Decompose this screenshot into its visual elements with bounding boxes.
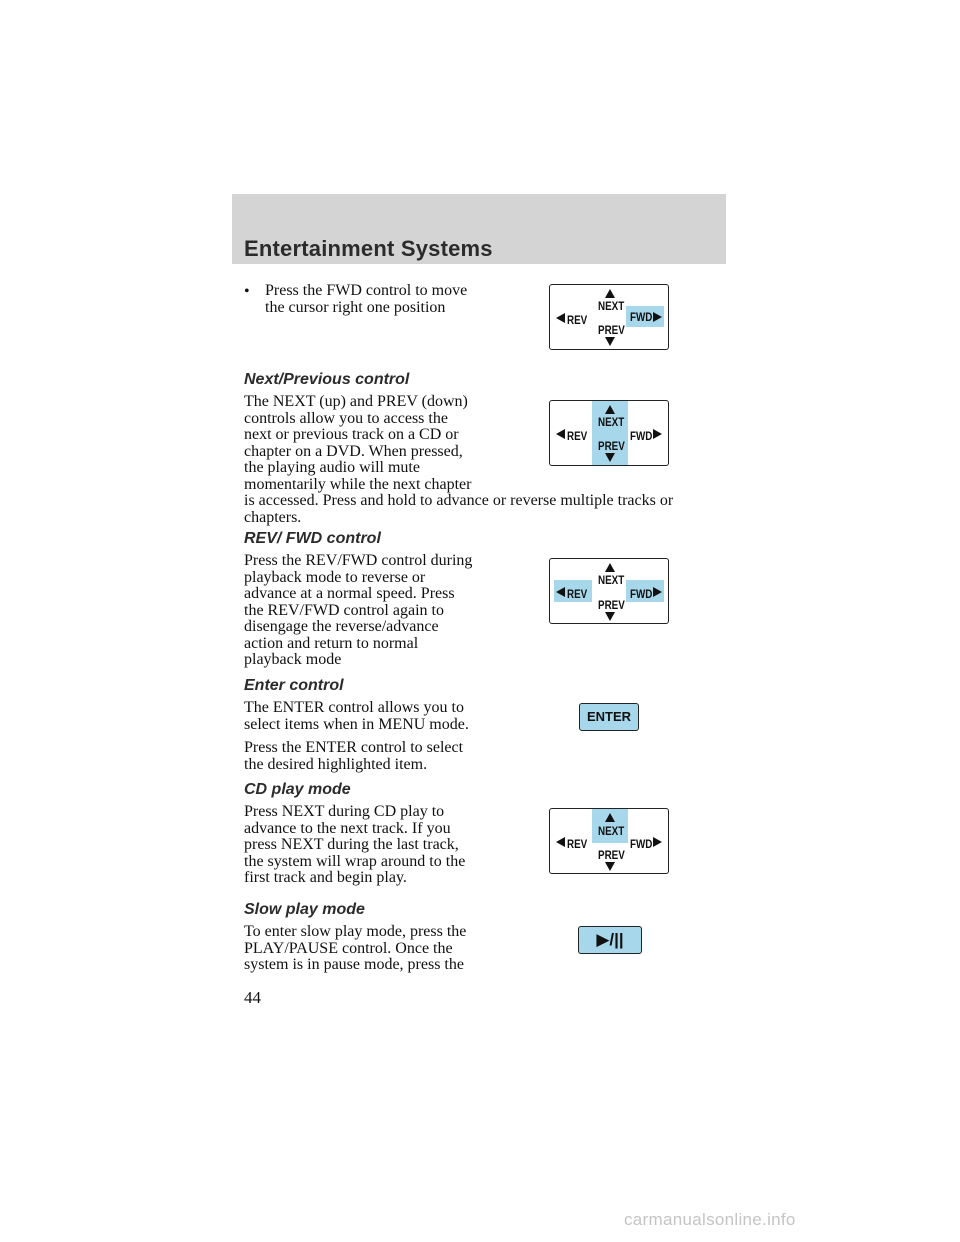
next-prev-control-panel (549, 400, 669, 466)
rev-label: REV (567, 587, 588, 601)
cd-play-paragraph: Press NEXT during CD play to advance to the next track. If you press NEXT during the last track, the system will wrap around to the first track and begin play. (244, 803, 466, 886)
fwd-label: FWD (630, 429, 653, 443)
section-title: Entertainment Systems (244, 236, 493, 261)
enter-paragraph-1: The ENTER control allows you to select items when in MENU mode. (244, 699, 469, 733)
slow-play-heading: Slow play mode (244, 901, 365, 918)
rev-label: REV (567, 837, 588, 851)
left-arrow-icon (556, 429, 565, 439)
prev-label: PREV (598, 598, 625, 612)
right-arrow-icon (653, 312, 662, 322)
right-arrow-icon (653, 587, 662, 597)
rev-fwd-heading: REV/ FWD control (244, 530, 381, 547)
section-header-band (232, 194, 726, 264)
rev-fwd-control-panel (549, 558, 669, 624)
next-label: NEXT (598, 299, 625, 313)
prev-label: PREV (598, 439, 625, 453)
left-arrow-icon (556, 587, 565, 597)
prev-label: PREV (598, 848, 625, 862)
prev-label: PREV (598, 323, 625, 337)
up-arrow-icon (605, 563, 615, 572)
enter-paragraph-2: Press the ENTER control to select the desired highlighted item. (244, 739, 464, 773)
page-number: 44 (244, 988, 261, 1007)
next-prev-paragraph: The NEXT (up) and PREV (down) controls allow you to access the next or previous track on a CD or chapter on a DVD. When pressed, the playing audio will mute momentarily while the next chapter is accessed. Press and hold to advance or reverse multiple tracks or chapters. (244, 393, 674, 526)
bullet-text: Press the FWD control to move the cursor right one position (265, 282, 468, 316)
down-arrow-icon (605, 862, 615, 871)
next-prev-heading: Next/Previous control (244, 371, 410, 388)
rev-label: REV (567, 313, 588, 327)
up-arrow-icon (605, 289, 615, 298)
rev-label: REV (567, 429, 588, 443)
rev-fwd-paragraph: Press the REV/FWD control during playback mode to reverse or advance at a normal speed. Press the REV/FWD control again to disengage the reverse/advance action and return to normal playback mode (244, 552, 473, 668)
fwd-label: FWD (630, 587, 653, 601)
up-arrow-icon (605, 813, 615, 822)
fwd-control-panel (549, 284, 669, 350)
bullet-marker: • (244, 283, 250, 300)
left-arrow-icon (556, 313, 565, 323)
right-arrow-icon (653, 429, 662, 439)
play-pause-button-illustration: ▶/|| (578, 926, 642, 954)
down-arrow-icon (605, 337, 615, 346)
down-arrow-icon (605, 612, 615, 621)
enter-heading: Enter control (244, 677, 344, 694)
right-arrow-icon (653, 837, 662, 847)
down-arrow-icon (605, 453, 615, 462)
up-arrow-icon (605, 405, 615, 414)
enter-button-illustration: ENTER (579, 703, 639, 731)
left-arrow-icon (556, 837, 565, 847)
footer-watermark: carmanualsonline.info (624, 1210, 796, 1229)
next-label: NEXT (598, 415, 625, 429)
next-label: NEXT (598, 824, 625, 838)
cd-play-heading: CD play mode (244, 781, 351, 798)
next-control-panel (549, 808, 669, 874)
slow-play-paragraph: To enter slow play mode, press the PLAY/PAUSE control. Once the system is in pause mode, press the (244, 923, 467, 973)
next-label: NEXT (598, 573, 625, 587)
fwd-label: FWD (630, 837, 653, 851)
fwd-label: FWD (630, 310, 653, 324)
